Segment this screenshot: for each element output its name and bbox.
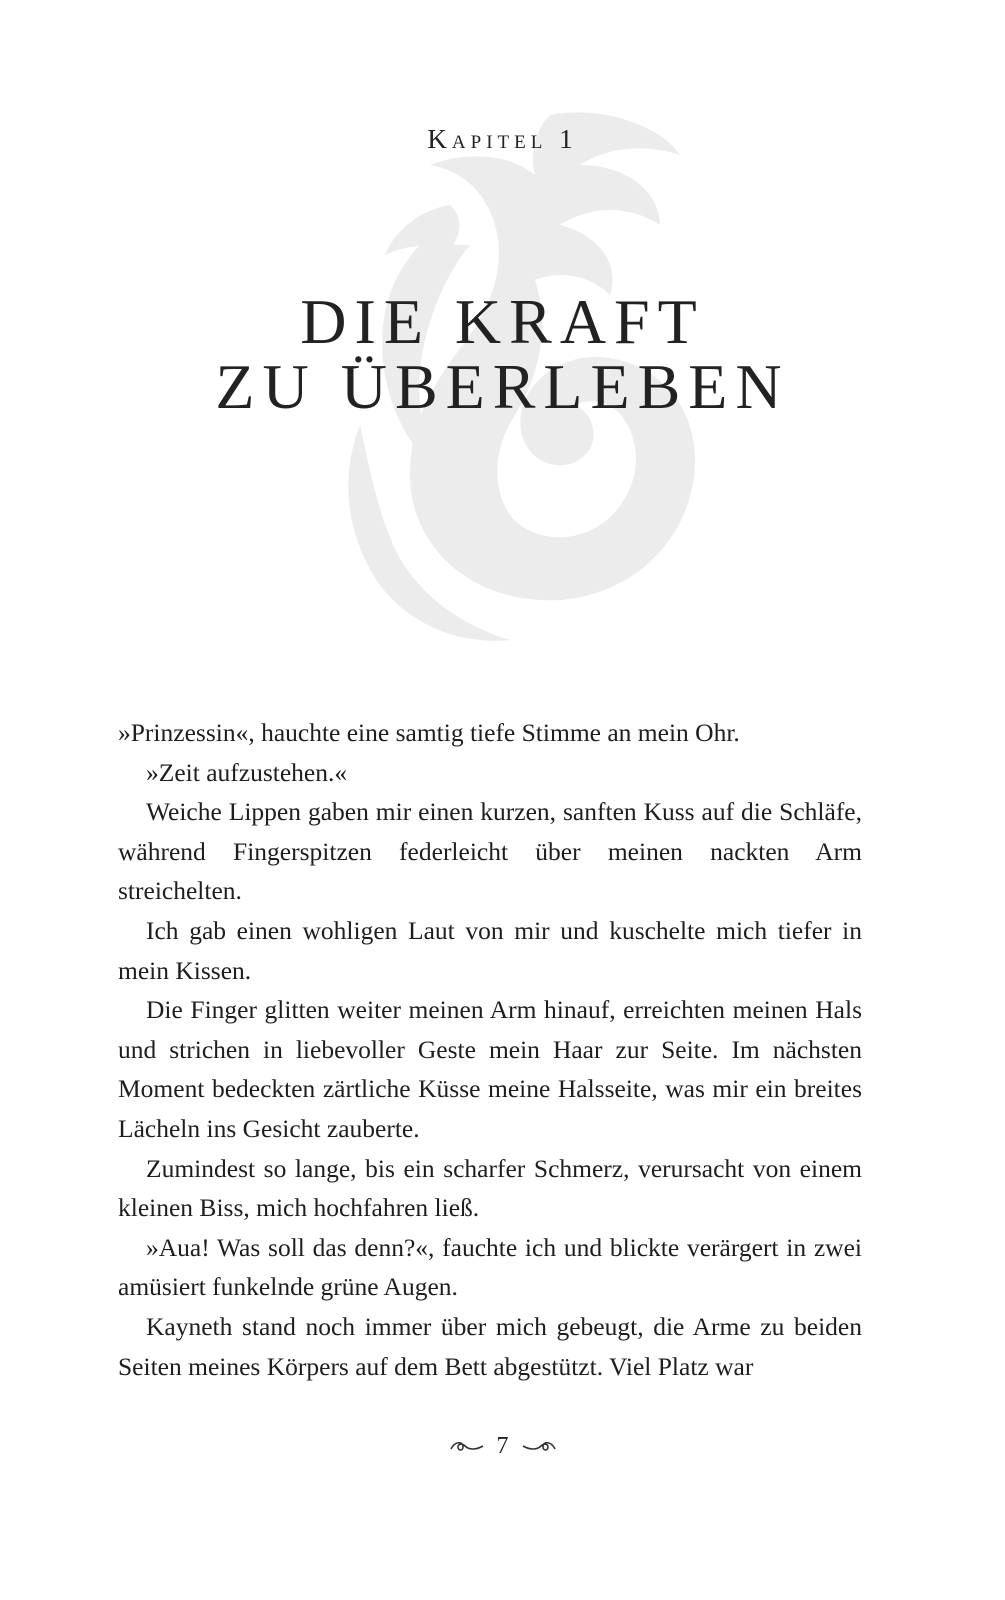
- flourish-right-icon: [521, 1437, 557, 1455]
- chapter-title-line-2: ZU ÜBERLEBEN: [215, 351, 790, 422]
- chapter-body: [118, 713, 862, 1386]
- flourish-left-icon: [449, 1437, 485, 1455]
- paragraph: Ich gab einen wohligen Laut von mir und kuschelte mich tiefer in mein Kissen.: [118, 915, 862, 985]
- chapter-title-line-1: DIE KRAFT: [300, 286, 705, 357]
- page-number: 7: [496, 1432, 509, 1459]
- page-footer: [0, 1432, 1005, 1460]
- chapter-title: [0, 286, 1005, 422]
- paragraph: »Zeit aufzustehen.«: [146, 757, 348, 787]
- chapter-label: Kapitel 1: [427, 124, 578, 154]
- paragraph: Zumindest so lange, bis ein scharfer Schmerz, verursacht von einem kleinen Biss, mich hochfahren ließ.: [118, 1153, 862, 1223]
- paragraph: Kayneth stand noch immer über mich gebeugt, die Arme zu beiden Seiten meines Körpers auf dem Bett abgestützt. Viel Platz war: [118, 1311, 862, 1381]
- paragraph: Die Finger glitten weiter meinen Arm hinauf, erreichten meinen Hals und strichen in liebevoller Geste mein Haar zur Seite. Im nächsten Moment bedeckten zärtliche Küsse meine Halsseite, was mir ein breites Lächeln ins Gesicht zauberte.: [118, 995, 862, 1143]
- paragraph: Weiche Lippen gaben mir einen kurzen, sanften Kuss auf die Schläfe, während Fingerspitzen federleicht über meinen nackten Arm streichelten.: [118, 797, 862, 906]
- paragraph: »Prinzessin«, hauchte eine samtig tiefe Stimme an mein Ohr.: [118, 718, 740, 747]
- paragraph: »Aua! Was soll das denn?«, fauchte ich und blickte verärgert in zwei amüsiert funkelnde grüne Augen.: [118, 1232, 862, 1302]
